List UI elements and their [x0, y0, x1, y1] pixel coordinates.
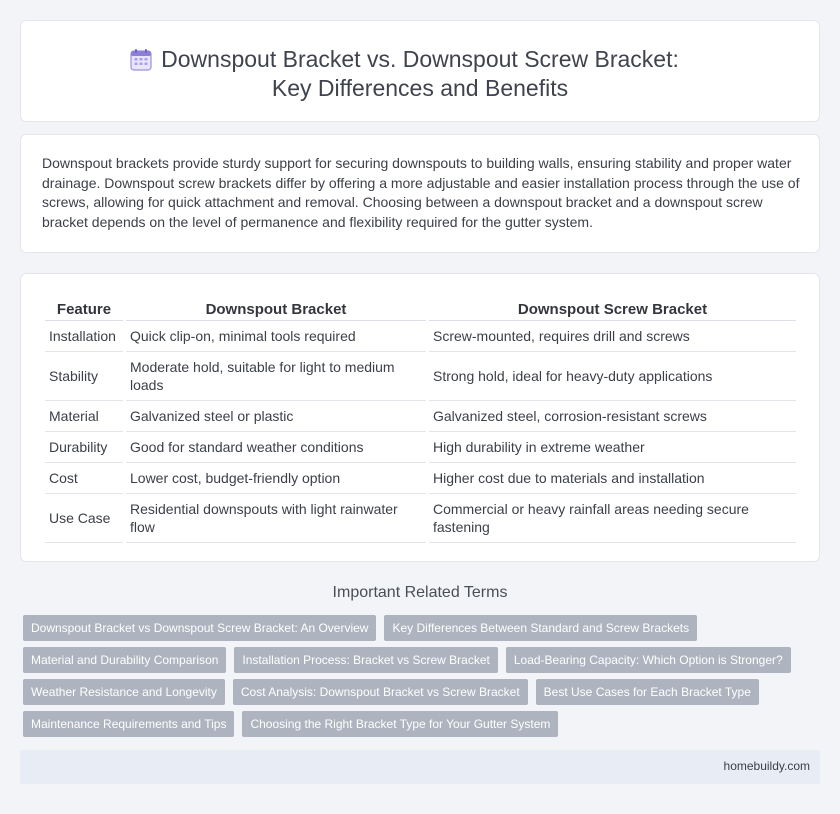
screw-bracket-cell: Higher cost due to materials and installation: [429, 463, 796, 494]
bracket-cell: Moderate hold, suitable for light to medium loads: [126, 352, 426, 401]
related-term-tag[interactable]: Installation Process: Bracket vs Screw Bracket: [234, 647, 497, 673]
bracket-cell: Residential downspouts with light rainwater flow: [126, 494, 426, 543]
tag-row: [23, 679, 803, 705]
tag-row: [23, 711, 803, 737]
table-row: [45, 494, 796, 543]
related-term-tag[interactable]: Downspout Bracket vs Downspout Screw Bracket: An Overview: [23, 615, 376, 641]
footer: [20, 750, 820, 784]
feature-cell: Use Case: [45, 494, 123, 543]
related-term-tag[interactable]: Weather Resistance and Longevity: [23, 679, 225, 705]
tag-row: [23, 647, 803, 673]
intro-card: [20, 134, 820, 253]
page-title: Downspout Bracket vs. Downspout Screw Bracket: Key Differences and Benefits: [161, 46, 679, 101]
table-row: [45, 321, 796, 352]
header-downspout-screw-bracket: Downspout Screw Bracket: [429, 296, 796, 321]
bracket-cell: Quick clip-on, minimal tools required: [126, 321, 426, 352]
screw-bracket-cell: Commercial or heavy rainfall areas needing secure fastening: [429, 494, 796, 543]
table-row: [45, 352, 796, 401]
table-row: [45, 401, 796, 432]
screw-bracket-cell: High durability in extreme weather: [429, 432, 796, 463]
feature-cell: Installation: [45, 321, 123, 352]
related-term-tag[interactable]: Choosing the Right Bracket Type for Your Gutter System: [242, 711, 558, 737]
related-terms-heading: Important Related Terms: [332, 584, 508, 601]
feature-cell: Cost: [45, 463, 123, 494]
related-term-tag[interactable]: Maintenance Requirements and Tips: [23, 711, 234, 737]
related-term-tag[interactable]: Key Differences Between Standard and Screw Brackets: [384, 615, 697, 641]
screw-bracket-cell: Strong hold, ideal for heavy-duty applications: [429, 352, 796, 401]
comparison-table: [42, 296, 799, 543]
screw-bracket-cell: Screw-mounted, requires drill and screws: [429, 321, 796, 352]
title-card: [20, 20, 820, 122]
screw-bracket-cell: Galvanized steel, corrosion-resistant screws: [429, 401, 796, 432]
header-downspout-bracket: Downspout Bracket: [126, 296, 426, 321]
table-row: [45, 432, 796, 463]
bracket-cell: Good for standard weather conditions: [126, 432, 426, 463]
bracket-cell: Galvanized steel or plastic: [126, 401, 426, 432]
related-term-tag[interactable]: Best Use Cases for Each Bracket Type: [536, 679, 759, 705]
table-row: [45, 463, 796, 494]
feature-cell: Stability: [45, 352, 123, 401]
table-header-row: [45, 296, 796, 321]
header-feature: Feature: [45, 296, 123, 321]
comparison-card: [20, 273, 820, 562]
bracket-cell: Lower cost, budget-friendly option: [126, 463, 426, 494]
feature-cell: Durability: [45, 432, 123, 463]
footer-site-link[interactable]: homebuildy.com: [723, 759, 810, 773]
related-terms-list: [23, 615, 803, 743]
related-term-tag[interactable]: Cost Analysis: Downspout Bracket vs Screw Bracket: [233, 679, 528, 705]
related-term-tag[interactable]: Material and Durability Comparison: [23, 647, 226, 673]
feature-cell: Material: [45, 401, 123, 432]
tag-row: [23, 615, 803, 641]
related-term-tag[interactable]: Load-Bearing Capacity: Which Option is Stronger?: [506, 647, 791, 673]
intro-paragraph: Downspout brackets provide sturdy support for securing downspouts to building walls, ensuring stability and proper water drainage. Downspout screw brackets differ by offering a more adjustable and easier installation process through the use of screws, allowing for quick attachment and removal. Choosing between a downspout bracket and a downspout screw bracket depends on the level of permanence and flexibility required for the gutter system.: [42, 155, 800, 230]
